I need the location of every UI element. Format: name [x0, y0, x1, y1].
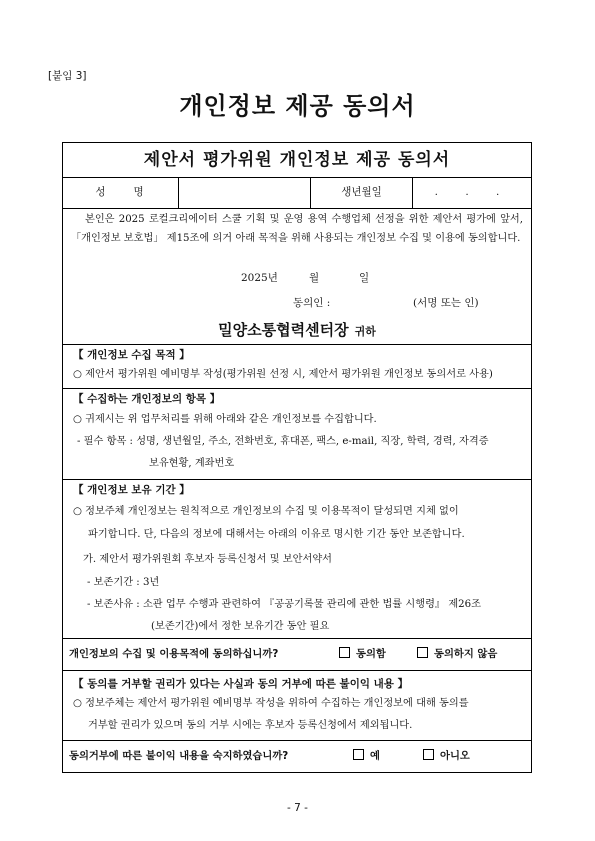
- birth-label: 생년월일: [310, 177, 412, 208]
- ack-question: 동의거부에 따른 불이익 내용을 숙지하였습니까?: [69, 750, 289, 762]
- retention-line-6: (보존기간)에서 정한 보유기간 동안 필요: [151, 621, 330, 632]
- items-line-3: 보유현황, 계좌번호: [149, 458, 235, 469]
- ack-question-row: [63, 741, 531, 771]
- consent-question-row: [63, 639, 531, 669]
- items-line-2: - 필수 항목 : 성명, 생년월일, 주소, 전화번호, 휴대폰, 팩스, e-mail, 직장, 학력, 경력, 자격증: [77, 436, 489, 447]
- name-birth-row: [63, 177, 531, 208]
- purpose-text: ○ 제안서 평가위원 예비명부 작성(평가위원 선정 시, 제안서 평가위원 개인정보 동의서로 사용): [73, 369, 493, 380]
- recipient-suffix: 귀하: [354, 325, 376, 338]
- refusal-line-2: 거부할 권리가 있으며 동의 거부 시에는 후보자 등록신청에서 제외됩니다.: [88, 720, 413, 731]
- ack-no-label: 아니오: [440, 750, 470, 762]
- date-line: [63, 270, 531, 290]
- retention-line-1: ○ 정보주체 개인정보는 원칙적으로 개인정보의 수집 및 이용목적이 달성되면 지체 없이: [73, 506, 459, 517]
- consent-no-checkbox[interactable]: [417, 647, 428, 658]
- retention-heading: 【 개인정보 보유 기간 】: [73, 484, 190, 496]
- recipient: [63, 319, 531, 343]
- retention-line-4: - 보존기간 : 3년: [87, 577, 160, 588]
- ack-yes-checkbox[interactable]: [353, 749, 364, 760]
- date-month: 월: [309, 272, 320, 284]
- consent-yes-checkbox[interactable]: [339, 647, 350, 658]
- items-heading: 【 수집하는 개인정보의 항목 】: [73, 393, 221, 405]
- date-day: 일: [359, 272, 370, 284]
- ack-no-option[interactable]: [423, 741, 470, 771]
- consent-yes-label: 동의함: [356, 648, 386, 660]
- consent-form: [62, 142, 532, 773]
- ack-yes-label: 예: [370, 750, 380, 762]
- refusal-line-1: ○ 정보주체는 제안서 평가위원 예비명부 작성을 위하여 수집하는 개인정보에 대해 동의를: [73, 698, 469, 709]
- name-label: 성명: [95, 186, 172, 198]
- name-field[interactable]: [178, 177, 310, 208]
- signature-hint: (서명 또는 인): [413, 297, 479, 309]
- consent-question: 개인정보의 수집 및 이용목적에 동의하십니까?: [69, 648, 279, 660]
- form-title: 제안서 평가위원 개인정보 제공 동의서: [143, 150, 451, 170]
- birth-field[interactable]: . . .: [412, 177, 533, 208]
- purpose-heading: 【 개인정보 수집 목적 】: [73, 349, 190, 361]
- page-number: - 7 -: [287, 802, 308, 814]
- refusal-heading: 【 동의를 거부할 권리가 있다는 사실과 동의 거부에 따른 불이익 내용 】: [73, 678, 409, 690]
- consent-yes-option[interactable]: [339, 639, 386, 669]
- consent-no-label: 동의하지 않음: [434, 648, 498, 660]
- consent-intro: 본인은 2025 로컬크리에이터 스쿨 기획 및 운영 용역 수행업체 선정을 위한 제안서 평가에 앞서, 「개인정보 보호법」 제15조에 의거 아래 목적을 위해 사용되는 개인정보 수집 및 이용에 동의합니다.: [71, 214, 523, 244]
- ack-no-checkbox[interactable]: [423, 749, 434, 760]
- recipient-name: 밀양소통협력센터장: [218, 321, 349, 339]
- attachment-label: [붙임 3]: [48, 70, 87, 82]
- retention-line-5: - 보존사유 : 소관 업무 수행과 관련하여 『공공기록물 관리에 관한 법률 시행령』 제26조: [87, 599, 481, 610]
- signature-line: [63, 295, 531, 315]
- retention-line-3: 가. 제안서 평가위원회 후보자 등록신청서 및 보안서약서: [83, 554, 333, 565]
- page-title: 개인정보 제공 동의서: [179, 92, 416, 120]
- retention-line-2: 파기합니다. 단, 다음의 정보에 대해서는 아래의 이유로 명시한 기간 동안 보존합니다.: [88, 529, 465, 540]
- date-year: 2025년: [241, 272, 278, 284]
- signer-label: 동의인 :: [293, 297, 331, 309]
- items-line-1: ○ 귀제시는 위 업무처리를 위해 아래와 같은 개인정보를 수집합니다.: [73, 414, 377, 425]
- consent-no-option[interactable]: [417, 639, 497, 669]
- ack-yes-option[interactable]: [353, 741, 380, 771]
